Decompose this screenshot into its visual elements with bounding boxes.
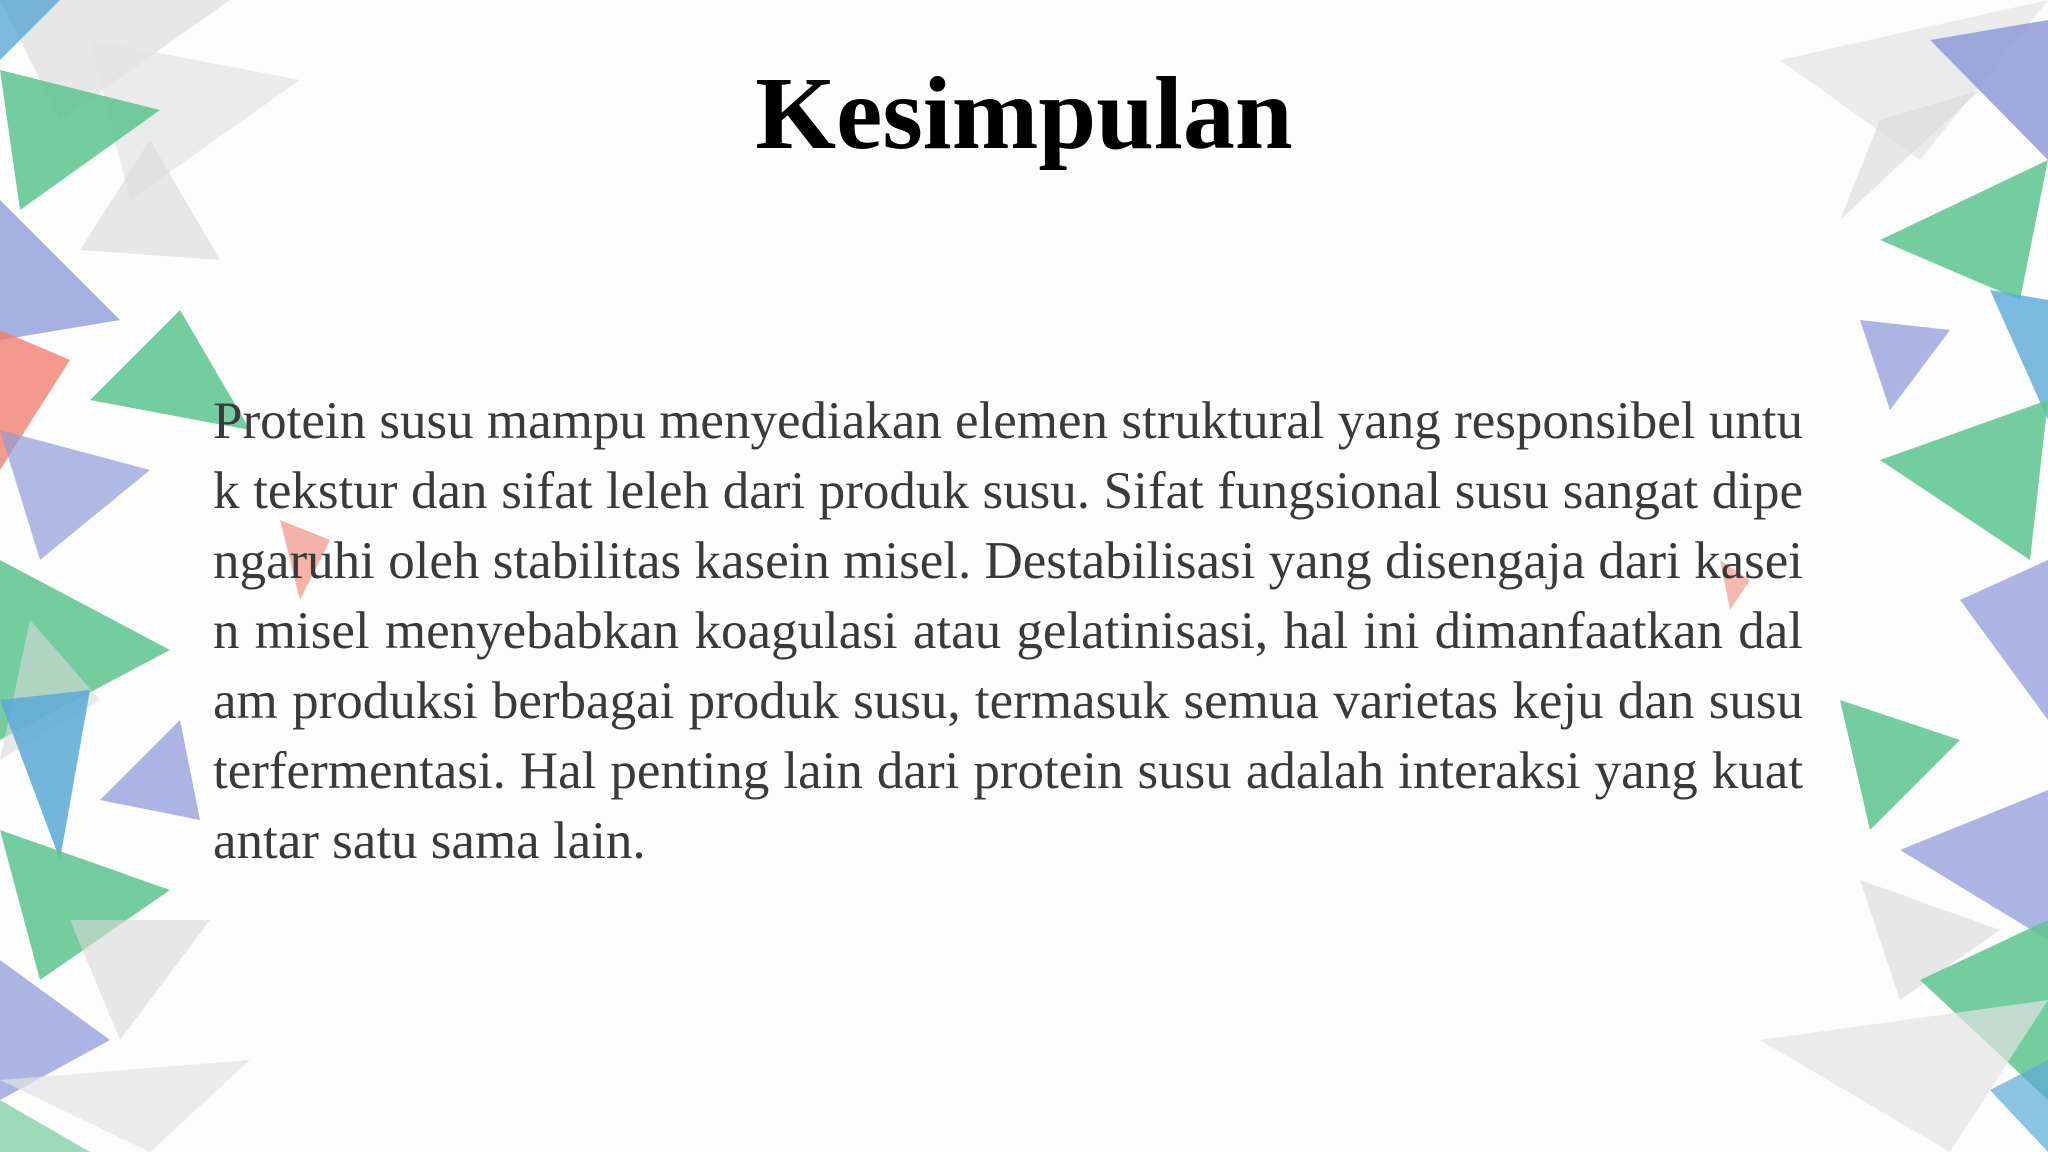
slide-title: Kesimpulan: [755, 56, 1293, 171]
body-paragraph: Protein susu mampu menyediakan elemen struktural yang responsibel untuk tekstur dan sifat leleh dari produk susu. Sifat fungsional susu sangat dipengaruhi oleh stabilitas kasein misel. Destabilisasi yang disengaja dari kasein misel menyebabkan koagulasi atau gelatinisasi, hal ini dimanfaatkan dalam produksi berbagai produk susu, termasuk semua varietas keju dan susu terfermentasi. Hal penting lain dari protein susu adalah interaksi yang kuat antar satu sama lain.: [213, 392, 1803, 870]
